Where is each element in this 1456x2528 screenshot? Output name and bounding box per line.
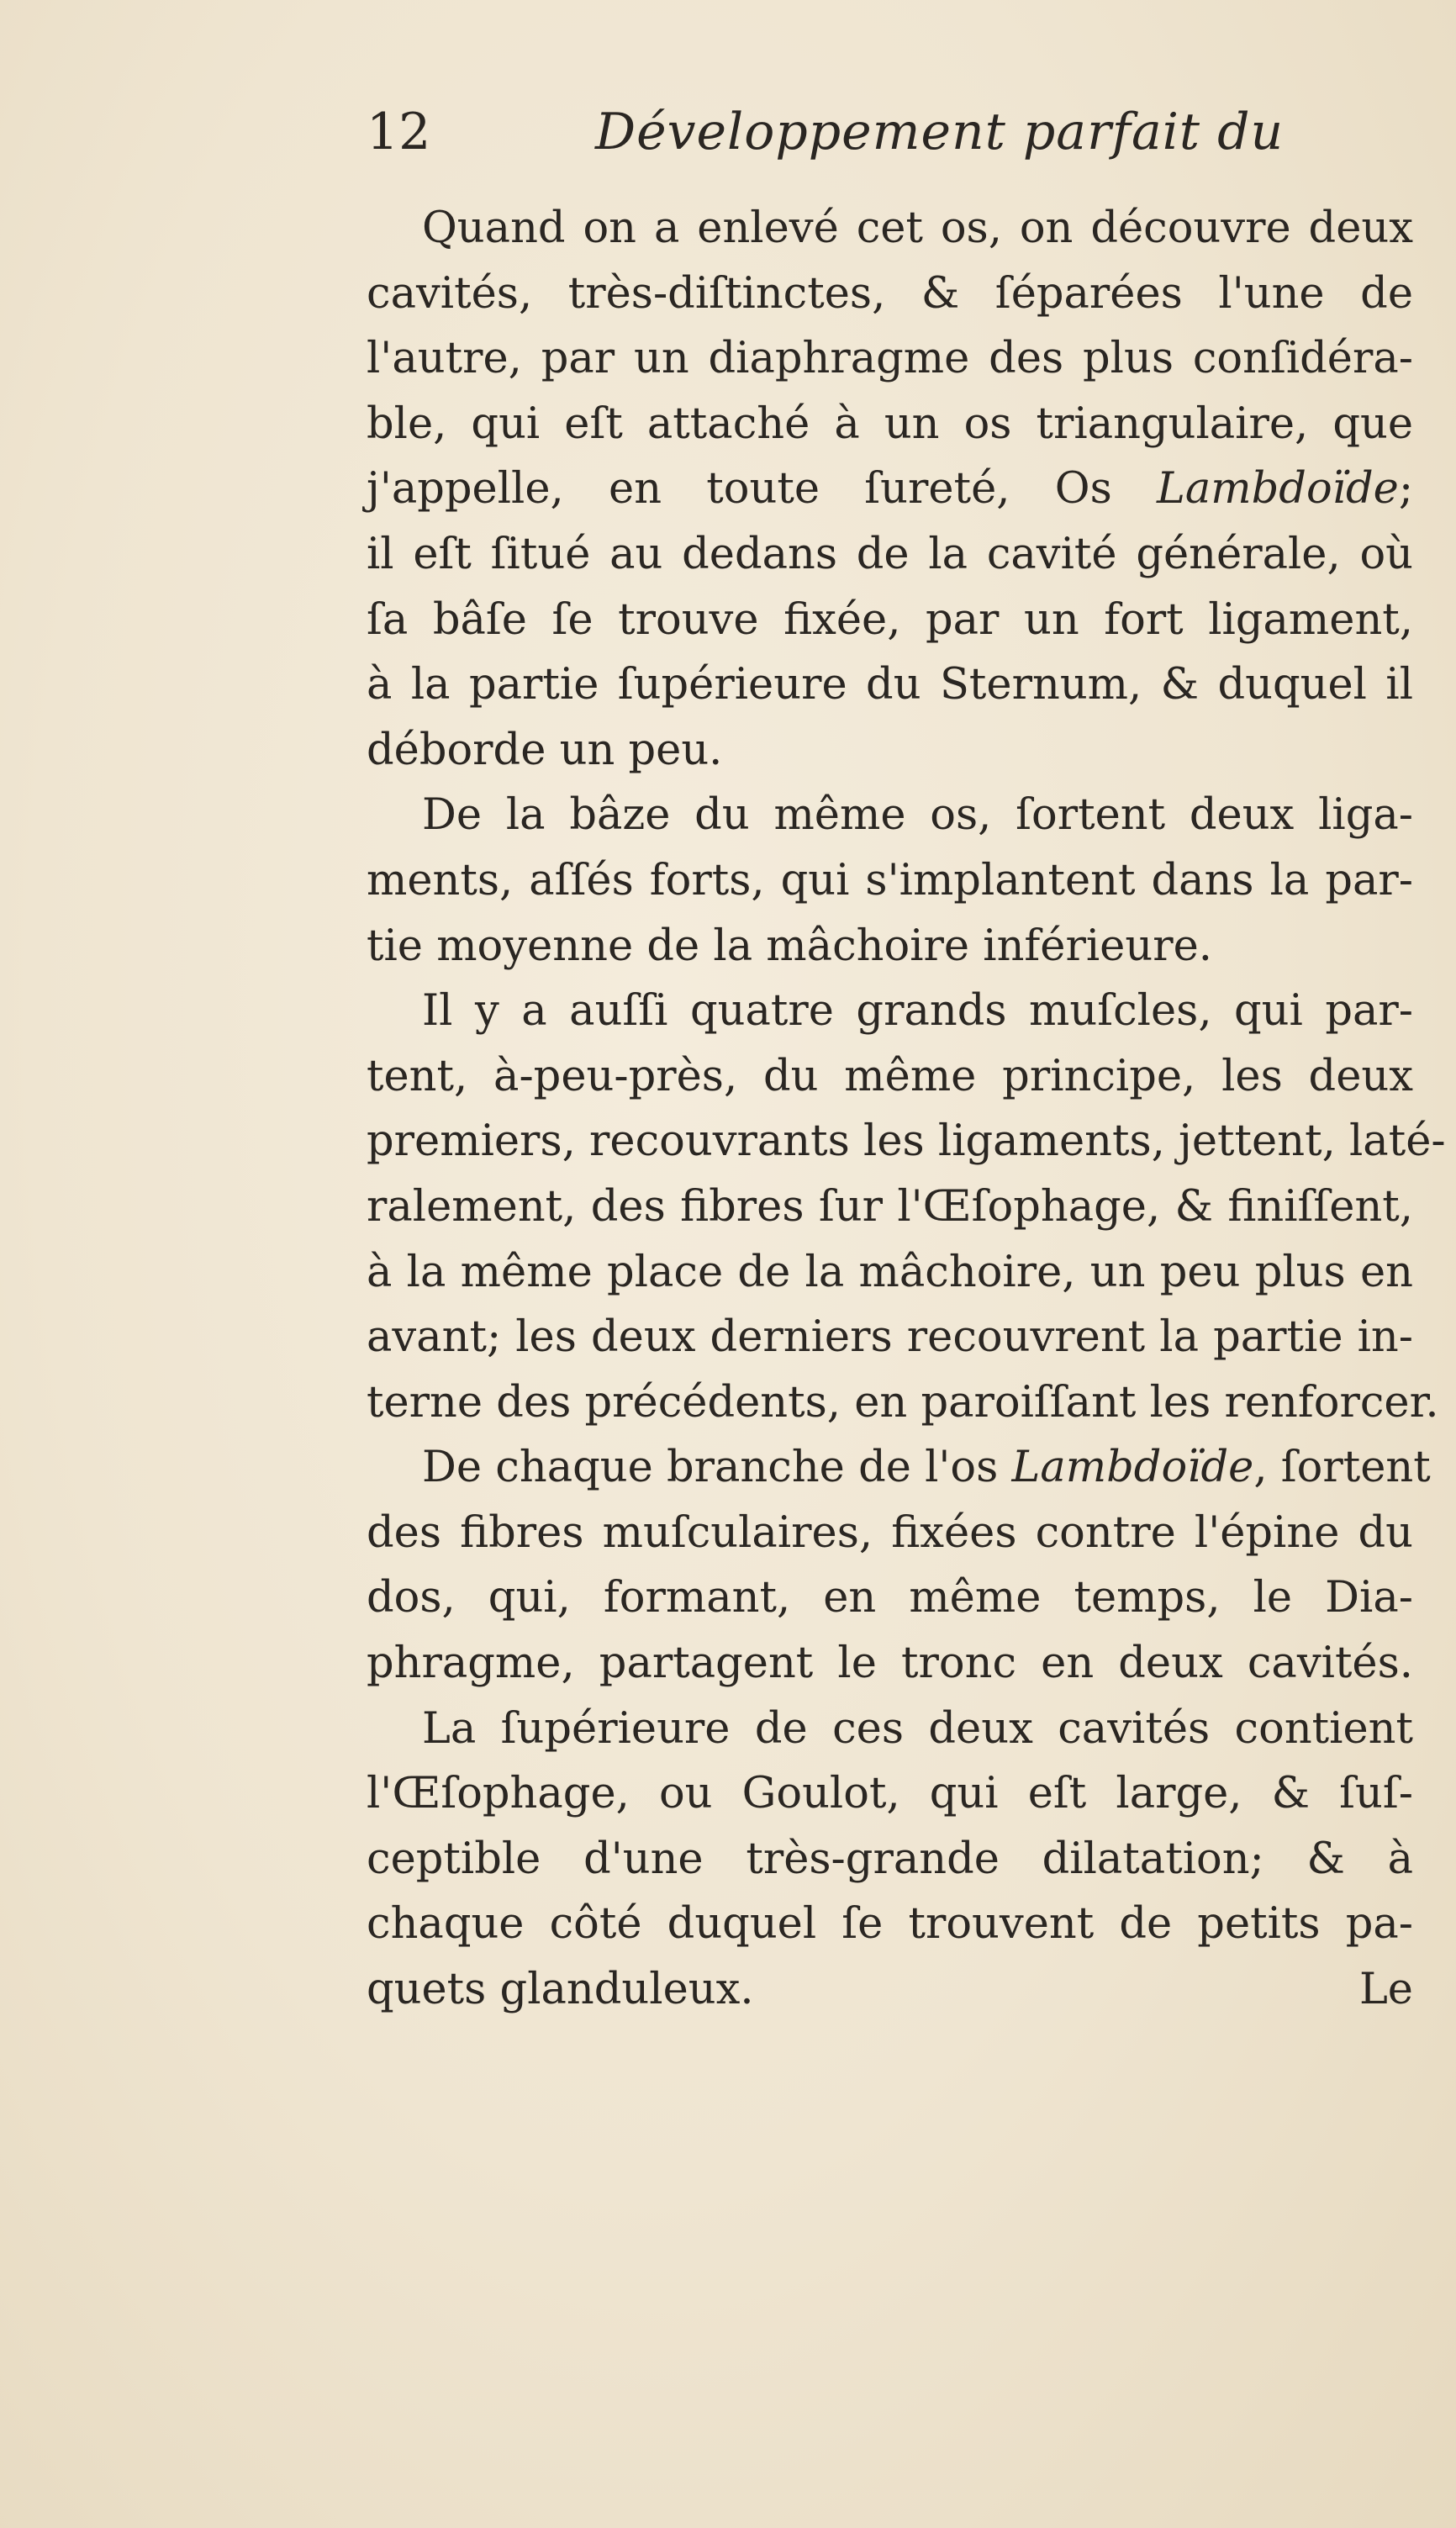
text-line: Quand on a enlevé cet os, on découvre deux [422, 203, 1413, 253]
paragraph [367, 1435, 1431, 1696]
text-line: ſa bâſe ſe trouve fixée, par un fort ligament, [367, 594, 1413, 645]
text-line: l'autre, par un diaphragme des plus conſidéra- [367, 334, 1413, 384]
text-line: De chaque branche de l'os Lambdoïde, ſortent [422, 1443, 1431, 1493]
text-line: ments, aſſés forts, qui s'implantent dans la par- [367, 855, 1413, 905]
text-line: tent, à-peu-près, du même principe, les deux [367, 1051, 1413, 1101]
text-line: des fibres muſculaires, fixées contre l'épine du [367, 1507, 1413, 1558]
page-header [367, 94, 1409, 170]
body-text [367, 196, 1446, 2023]
text-line: chaque côté duquel ſe trouvent de petits pa- [367, 1899, 1413, 1950]
text-line: premiers, recouvrants les ligaments, jettent, laté- [367, 1116, 1446, 1167]
text-line: La ſupérieure de ces deux cavités contient [422, 1703, 1413, 1754]
italic-term: Lambdoïde [1157, 464, 1399, 515]
last-line [367, 1957, 1413, 2023]
paragraph [367, 783, 1413, 979]
text-line: terne des précédents, en paroiſſant les renforcer. [367, 1377, 1439, 1428]
text-line: à la même place de la mâchoire, un peu plus en [367, 1247, 1413, 1297]
text-line: déborde un peu. [367, 725, 723, 775]
text-line: Il y a auſſi quatre grands muſcles, qui par- [422, 986, 1413, 1037]
text-line: l'Œſophage, ou Goulot, qui eſt large, & ſuſ- [367, 1769, 1413, 1819]
page-number: 12 [367, 103, 431, 161]
italic-term: Lambdoïde [1011, 1443, 1254, 1493]
paragraph [367, 979, 1446, 1435]
text-line: il eſt ſitué au dedans de la cavité générale, où [367, 529, 1413, 579]
text-line: dos, qui, formant, en même temps, le Dia- [367, 1573, 1413, 1623]
text-line: ble, qui eſt attaché à un os triangulaire, que [367, 398, 1413, 449]
running-head: Développement parfait du [595, 103, 1285, 161]
paragraph [367, 196, 1413, 783]
text-line: cavités, très-diſtinctes, & ſéparées l'une de [367, 268, 1413, 319]
text-line: avant; les deux derniers recouvrent la partie in- [367, 1312, 1413, 1363]
text-line: à la partie ſupérieure du Sternum, & duquel il [367, 660, 1413, 710]
text-line: ralement, des fibres ſur l'Œſophage, & finiſſent, [367, 1181, 1413, 1232]
catchword: Le [1358, 1965, 1413, 2015]
text-line: j'appelle, en toute ſureté, Os Lambdoïde; [367, 464, 1413, 515]
text-line: De la bâze du même os, ſortent deux liga- [422, 790, 1413, 841]
text-line: ceptible d'une très-grande dilatation; & à [367, 1834, 1413, 1884]
text-line: quets glanduleux. [367, 1965, 754, 2015]
text-line: phragme, partagent le tronc en deux cavités. [367, 1639, 1413, 1689]
text-line: tie moyenne de la mâchoire inférieure. [367, 921, 1212, 971]
paragraph [367, 1697, 1413, 2023]
